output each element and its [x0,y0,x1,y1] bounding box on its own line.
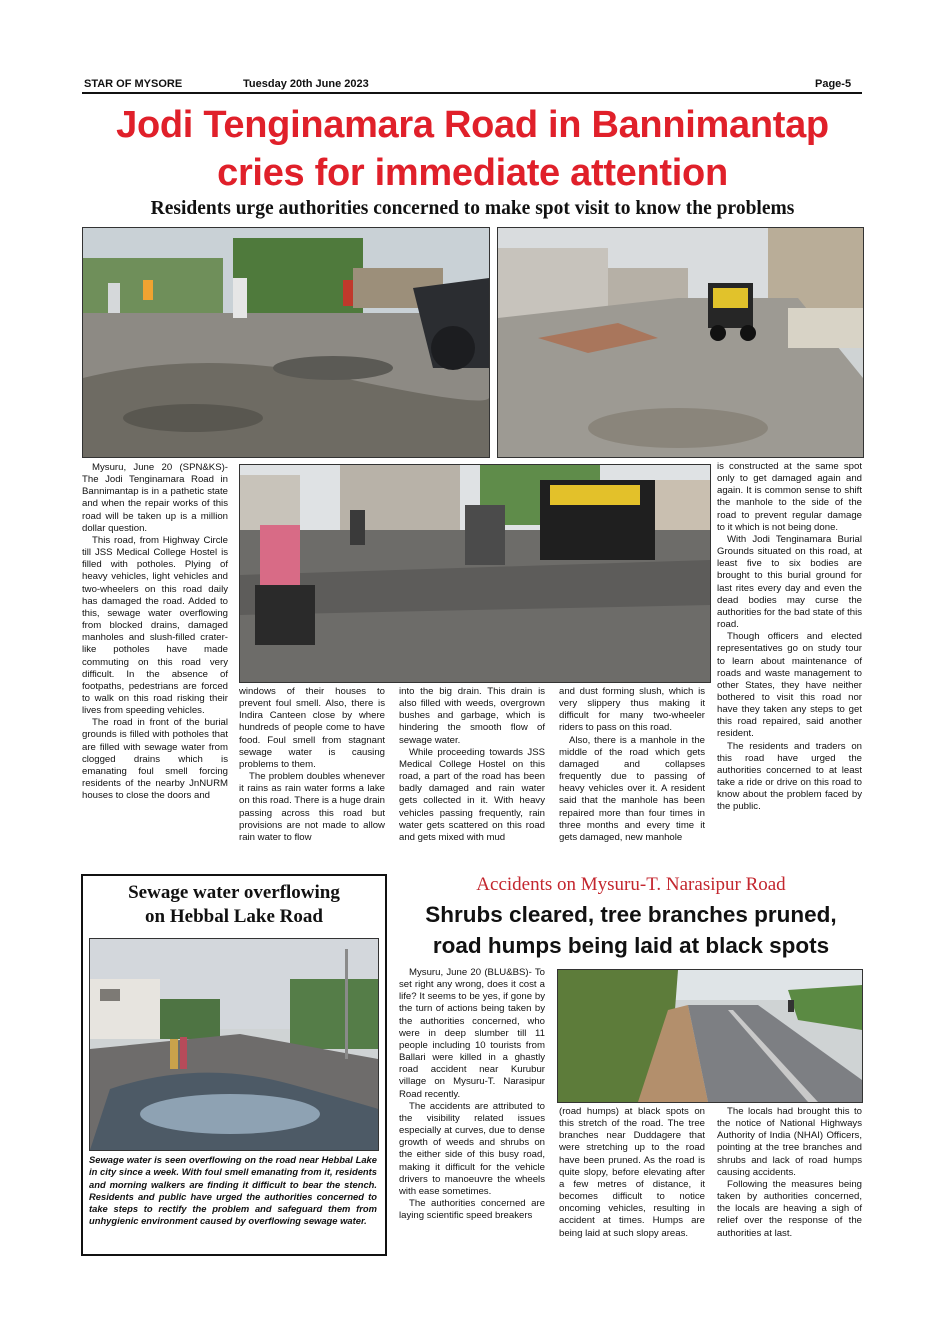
main-story-column-4 [559,686,705,844]
accident-story-paragraph: The locals had brought this to the notice of National Highways Authority of India (NHAI) Officers, pointing at the tree branches and shrubs and lack of road humps causing accidents. [717,1106,862,1178]
sewage-box-caption: Sewage water is seen overflowing on the road near Hebbal Lake in city since a week. With foul smell emanating from it, residents and morning walkers are finding it difficult to bear the stench. Residents and public have urged the authorities concerned to take steps to rectify the problem and safeguard them from unhygienic environment caused by overflowing sewage water. [89,1154,377,1227]
accident-story-paragraph: Following the measures being taken by authorities concerned, the locals are heaving a sigh of relief over the response of the authorities at last. [717,1178,862,1239]
main-story-paragraph: Mysuru, June 20 (SPN&KS)- The Jodi Tenginamara Road in Bannimantap is in a pathetic state and when the repair works of this road will be taken up is a million dollar question. [82,462,228,534]
accident-headline-line-2: road humps being laid at black spots [432,933,830,958]
masthead-page-number: Page-5 [815,78,852,90]
sewage-box-title-line-1: Sewage water overflowing [128,882,340,903]
accident-story-paragraph: Mysuru, June 20 (BLU&BS)- To set right any wrong, does it cost a life? It seems to be yes, if gone by the turn of actions being taken by the authorities concerned, who were in deep slumber till 11 people including 10 tourists from Ballari were killed in a ghastly road accident near Kurubur village on Mysuru-T. Narasipur Road recently. [399,967,545,1100]
sewage-story-box [81,874,387,1256]
main-story-paragraph: The road in front of the burial grounds is filled with potholes that are filled with sewage water from clogged drains which is emanating foul smell forcing residents of the nearby JnNURM houses to close the doors and [82,717,228,802]
header-rule [82,92,862,94]
masthead-paper-name: STAR OF MYSORE [84,78,183,90]
main-story-paragraph: While proceeding towards JSS Medical College Hostel on this road, a part of the road has been badly damaged and rain water gets collected in it. With heavy vehicles passing frequently, rain water gets scattered on this road and gets mixed with mud [399,746,545,843]
main-story-paragraph: into the big drain. This drain is also filled with weeds, overgrown bushes and garbage, which is hindering the smooth flow of sewage water. [399,686,545,746]
accident-story-kicker: Accidents on Mysuru-T. Narasipur Road [476,874,786,895]
photo-road-auto-rickshaw [497,227,864,458]
main-story-paragraph: The problem doubles whenever it rains as rain water forms a lake on this road. There is a huge drain passing across this road but provisions are not made to allow rain water to flow [239,771,385,843]
accident-story-paragraph: The accidents are attributed to the visibility related issues especially at curves, due to dense growth of weeds and shrubs on the either side of this busy road, making it difficult for the vehicle drivers to manoeuvre the wheels with ease sometimes. [399,1100,545,1197]
main-story-column-3 [399,686,545,844]
masthead-date: Tuesday 20th June 2023 [243,78,369,90]
sewage-box-title-line-2: on Hebbal Lake Road [145,906,323,927]
main-story-paragraph: windows of their houses to prevent foul smell. Also, there is Indira Canteen close by where hundreds of people come to have food. Foul smell from stagnant sewage water is causing problems to them. [239,686,385,770]
main-story-paragraph: This road, from Highway Circle till JSS Medical College Hostel is filled with potholes. Plying of heavy vehicles, light vehicles and two-wheelers on this road daily has damaged the road. Added to this, sewage water overflowing from blocked drains, damaged manholes and slush-filled crater-like potholes have made commuting on this road very difficult. In the absence of footpaths, pedestrians are forced to walk on this road risking their lives from speeding vehicles. [82,534,228,717]
accident-story-paragraph: (road humps) at black spots on this stretch of the road. The tree branches near Duddagere that were stretching up to the road have been pruned. As the road is quite slopy, before elevating after a few metres of distance, it becomes difficult to notice oncoming vehicles, resulting in accident at times. Humps are being laid at such slopy areas. [559,1106,705,1239]
main-story-paragraph: and dust forming slush, which is very slippery thus making it difficult for many two-wheeler riders to pass on this road. [559,686,705,734]
accident-story-column-2 [559,1106,705,1240]
accident-story-paragraph: The authorities concerned are laying scientific speed breakers [399,1197,545,1222]
photo-damaged-road-bikes [82,227,490,458]
accident-headline-line-1: Shrubs cleared, tree branches pruned, [425,902,837,927]
main-story-paragraph: With Jodi Tenginamara Burial Grounds situated on this road, at least five to six bodies are brought to this burial ground for last rites every day and even the dead bodies may curse the authorities for the bad state of this road. [717,533,862,631]
main-story-paragraph: is constructed at the same spot only to get damaged again and again. It is common sense to shift the manhole to the side of the road to prevent regular damage to it which is not being done. [717,461,862,533]
main-story-column-5 [717,461,862,814]
accident-story-column-1 [399,967,545,1222]
main-story-paragraph: The residents and traders on this road have urged the authorities concerned to at least take a ride or drive on this road to know about the problem faced by the public. [717,740,862,813]
main-story-column-1 [82,462,228,802]
accident-story-column-3 [717,1106,862,1240]
main-headline-line-2: cries for immediate attention [217,152,728,194]
photo-hebbal-lake-road [89,938,379,1151]
main-story-column-2 [239,686,385,844]
main-headline-line-1: Jodi Tenginamara Road in Bannimantap [116,104,829,146]
photo-cleared-roadside [557,969,863,1103]
photo-road-scooters-auto [239,464,711,683]
main-story-paragraph: Also, there is a manhole in the middle of the road which gets damaged and collapses frequently due to passing of heavy vehicles over it. A resident said that the manhole has been repaired more than four times in three months and every time it gets damaged, new manhole [559,734,705,843]
main-story-paragraph: Though officers and elected representatives go on study tour to learn about maintenance of roads and waste management to other States, they have neither bothered to visit this road nor have they taken any steps to get this road repaired, said another resident. [717,631,862,740]
main-subheadline: Residents urge authorities concerned to make spot visit to know the problems [150,198,795,219]
